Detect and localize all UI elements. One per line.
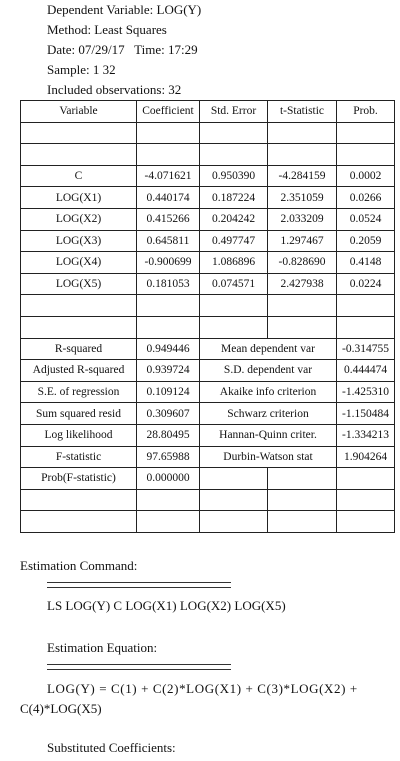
coefficient-row [21, 252, 395, 274]
stat-label: Adjusted R-squared [21, 360, 137, 382]
coefficient-row [21, 208, 395, 230]
regression-table [20, 100, 395, 533]
estimation-command: LS LOG(Y) C LOG(X1) LOG(X2) LOG(X5) [47, 598, 286, 613]
coefficient-value: 0.440174 [137, 187, 200, 209]
coefficient-row [21, 187, 395, 209]
stat-label: S.D. dependent var [200, 360, 337, 382]
t-statistic-value: 1.297467 [268, 230, 337, 252]
empty-cell [200, 468, 268, 490]
stat-value: -1.150484 [337, 403, 395, 425]
stat-label: Mean dependent var [200, 338, 337, 360]
included-observations: Included observations: 32 [47, 82, 182, 97]
stat-value: -1.425310 [337, 381, 395, 403]
stat-label: Schwarz criterion [200, 403, 337, 425]
variable-name: C [21, 165, 137, 187]
substituted-coefficients-label: Substituted Coefficients: [47, 740, 176, 755]
stat-value: -1.334213 [337, 424, 395, 446]
estimation-equation-line: LOG(Y) = C(1) + C(2)*LOG(X1) + C(3)*LOG(X2) + [47, 681, 358, 696]
double-rule [47, 582, 231, 588]
variable-name: LOG(X3) [21, 230, 137, 252]
t-statistic-value: 2.351059 [268, 187, 337, 209]
blank-row [21, 144, 395, 166]
coefficient-value: 0.181053 [137, 273, 200, 295]
std-error-value: 0.074571 [200, 273, 268, 295]
date-time: Date: 07/29/17 Time: 17:29 [47, 42, 198, 57]
t-statistic-value: -4.284159 [268, 165, 337, 187]
blank-row [21, 295, 395, 317]
stat-label: R-squared [21, 338, 137, 360]
stat-row [21, 360, 395, 382]
t-statistic-value: 2.427938 [268, 273, 337, 295]
stat-label: Akaike info criterion [200, 381, 337, 403]
stat-value: 28.80495 [137, 424, 200, 446]
t-statistic-value: 2.033209 [268, 208, 337, 230]
output-header [47, 0, 201, 100]
stat-label: Sum squared resid [21, 403, 137, 425]
variable-name: LOG(X5) [21, 273, 137, 295]
stat-row [21, 381, 395, 403]
stat-value: 97.65988 [137, 446, 200, 468]
stat-value: 1.904264 [337, 446, 395, 468]
estimation-equation-line: C(4)*LOG(X5) [20, 701, 102, 716]
stat-row [21, 424, 395, 446]
stat-label: S.E. of regression [21, 381, 137, 403]
method: Method: Least Squares [47, 22, 167, 37]
coefficient-value: -4.071621 [137, 165, 200, 187]
coefficient-value: 0.415266 [137, 208, 200, 230]
column-header: Coefficient [137, 101, 200, 123]
prob-value: 0.0002 [337, 165, 395, 187]
blank-row [21, 489, 395, 511]
coefficient-row [21, 230, 395, 252]
std-error-value: 0.950390 [200, 165, 268, 187]
coefficient-row [21, 273, 395, 295]
column-header: t-Statistic [268, 101, 337, 123]
prob-value: 0.4148 [337, 252, 395, 274]
table-header-row [21, 101, 395, 123]
coefficient-row [21, 165, 395, 187]
stat-row [21, 403, 395, 425]
std-error-value: 0.187224 [200, 187, 268, 209]
double-rule [47, 664, 231, 670]
sample: Sample: 1 32 [47, 62, 116, 77]
std-error-value: 0.497747 [200, 230, 268, 252]
stat-row [21, 446, 395, 468]
stat-value: 0.000000 [137, 468, 200, 490]
dependent-variable: Dependent Variable: LOG(Y) [47, 2, 202, 17]
coefficient-value: 0.645811 [137, 230, 200, 252]
empty-cell [268, 468, 337, 490]
prob-value: 0.0266 [337, 187, 395, 209]
variable-name: LOG(X1) [21, 187, 137, 209]
stat-label: Log likelihood [21, 424, 137, 446]
stat-row [21, 468, 395, 490]
stat-row [21, 338, 395, 360]
blank-row [21, 511, 395, 533]
blank-row [21, 316, 395, 338]
stat-label: F-statistic [21, 446, 137, 468]
variable-name: LOG(X4) [21, 252, 137, 274]
column-header: Prob. [337, 101, 395, 123]
stat-value: 0.309607 [137, 403, 200, 425]
stat-label: Durbin-Watson stat [200, 446, 337, 468]
prob-value: 0.0224 [337, 273, 395, 295]
estimation-command-label: Estimation Command: [20, 558, 138, 573]
column-header: Variable [21, 101, 137, 123]
column-header: Std. Error [200, 101, 268, 123]
stat-value: -0.314755 [337, 338, 395, 360]
prob-value: 0.2059 [337, 230, 395, 252]
prob-value: 0.0524 [337, 208, 395, 230]
stat-value: 0.444474 [337, 360, 395, 382]
blank-row [21, 122, 395, 144]
std-error-value: 1.086896 [200, 252, 268, 274]
estimation-equation-label: Estimation Equation: [47, 640, 158, 655]
empty-cell [337, 468, 395, 490]
stat-value: 0.109124 [137, 381, 200, 403]
std-error-value: 0.204242 [200, 208, 268, 230]
stat-value: 0.949446 [137, 338, 200, 360]
variable-name: LOG(X2) [21, 208, 137, 230]
stat-label: Hannan-Quinn criter. [200, 424, 337, 446]
t-statistic-value: -0.828690 [268, 252, 337, 274]
coefficient-value: -0.900699 [137, 252, 200, 274]
stat-value: 0.939724 [137, 360, 200, 382]
stat-label: Prob(F-statistic) [21, 468, 137, 490]
